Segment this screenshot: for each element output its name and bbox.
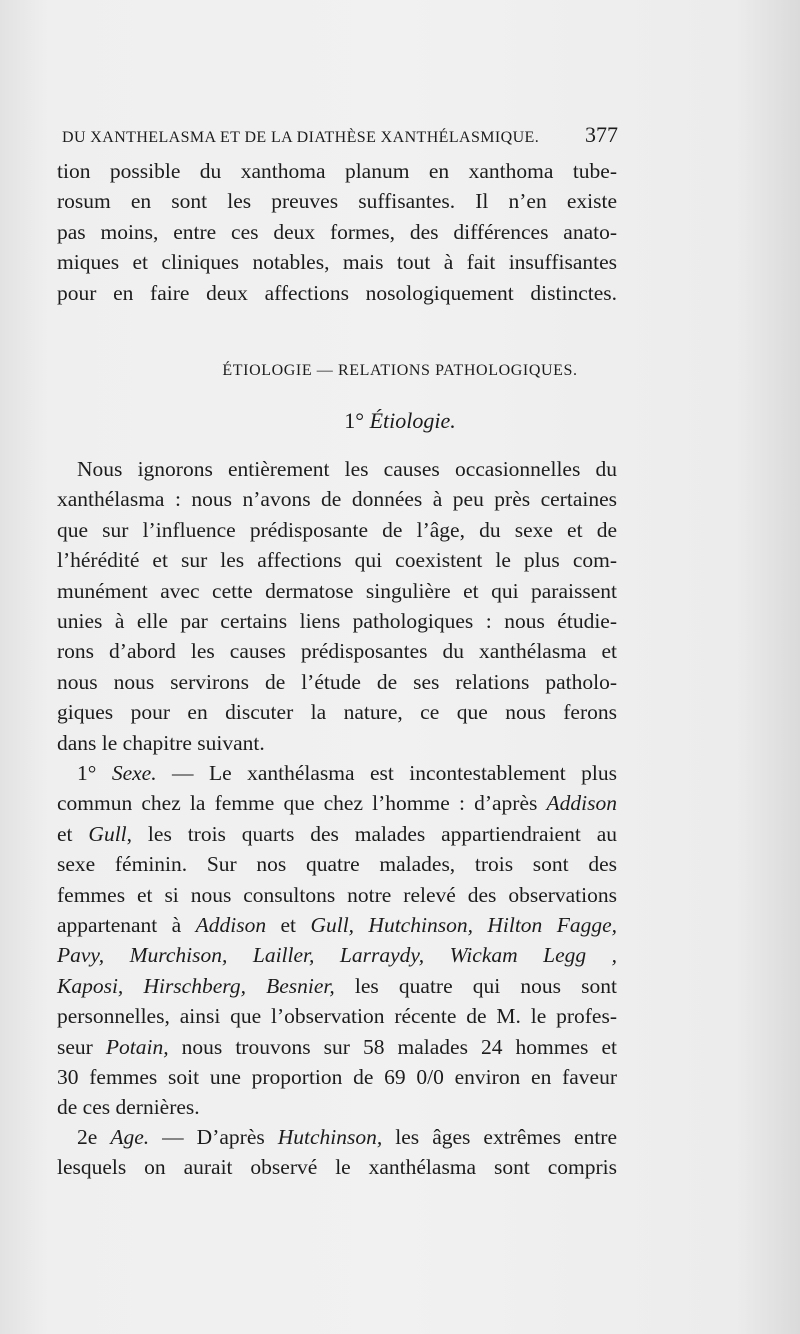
text-line: xanthélasma : nous n’avons de données à peu près certaines: [57, 487, 617, 512]
text-run: — D’après: [149, 1125, 278, 1149]
paragraph-3: [57, 758, 617, 1123]
text-line: [57, 971, 617, 1001]
text-line: giques pour en discuter la nature, ce que nous ferons: [57, 700, 617, 725]
subsection-name: Étiologie.: [369, 408, 456, 433]
text-run: nous trouvons sur 58 malades 24 hommes et: [168, 1034, 617, 1059]
running-title: DU XANTHELASMA ET DE LA DIATHÈSE XANTHÉLASMIQUE.: [62, 129, 540, 146]
text-line: femmes et si nous consultons notre relevé des observations: [57, 882, 617, 907]
text-line: unies à elle par certains liens pathologiques : nous étudie-: [57, 608, 617, 633]
author-name: Addison: [195, 912, 267, 937]
text-line: dans le chapitre suivant.: [57, 730, 265, 755]
text-line: [57, 1122, 617, 1152]
text-line: pas moins, entre ces deux formes, des différences anato-: [57, 219, 617, 244]
text-run: seur: [57, 1034, 106, 1059]
paragraph-1: [57, 156, 617, 308]
text-line: [57, 1032, 617, 1062]
author-name: Addison: [546, 791, 617, 816]
text-run: les quatre qui nous sont: [334, 973, 617, 998]
author-name: Gull: [88, 821, 127, 846]
author-names: Pavy, Murchison, Lailler, Larraydy, Wickam Legg ,: [57, 943, 617, 968]
text-line: pour en faire deux affections nosologiquement distinctes.: [57, 280, 617, 305]
text-run: commun chez la femme que chez l’homme : d’après: [57, 791, 547, 816]
text-line: personnelles, ainsi que l’observation récente de M. le profes-: [57, 1004, 617, 1029]
page-number: 377: [585, 122, 618, 147]
text-line: rons d’abord les causes prédisposantes du xanthélasma et: [57, 639, 617, 664]
text-line: lesquels on aurait observé le xanthélasma sont compris: [57, 1155, 617, 1180]
text-run: et: [57, 821, 89, 846]
text-run: les âges extrêmes entre: [382, 1125, 617, 1149]
item-heading: Age.: [110, 1125, 150, 1149]
item-number: 2e: [77, 1125, 98, 1149]
text-line: que sur l’influence prédisposante de l’âge, du sexe et de: [57, 517, 617, 542]
text-run: et: [266, 912, 311, 937]
text-line: rosum en sont les preuves suffisantes. Il n’en existe: [57, 189, 617, 214]
text-line: de ces dernières.: [57, 1095, 200, 1120]
text-line: munément avec cette dermatose singulière et qui paraissent: [57, 578, 617, 603]
running-header: [62, 122, 618, 148]
text-line: l’hérédité et sur les affections qui coexistent le plus com-: [57, 548, 617, 573]
text-line: [57, 819, 617, 849]
paragraph-2: [57, 454, 617, 758]
item-number: 1°: [77, 761, 97, 785]
text-line: [57, 758, 617, 788]
text-run: appartenant à: [57, 912, 196, 937]
author-names: Kaposi, Hirschberg, Besnier,: [57, 973, 335, 998]
text-run: , les trois quarts des malades appartiendraient au: [126, 821, 617, 846]
subsection-number: 1°: [344, 408, 365, 433]
text-run: — Le xanthélasma est incontestablement plus: [156, 761, 618, 785]
author-name: Hutchinson,: [277, 1125, 383, 1149]
text-line: Nous ignorons entièrement les causes occasionnelles du: [77, 457, 617, 481]
text-line: nous nous servirons de l’étude de ses relations patholo-: [57, 669, 617, 694]
text-line: sexe féminin. Sur nos quatre malades, trois sont des: [57, 852, 617, 877]
text-line: [57, 910, 617, 940]
text-line: [57, 940, 617, 970]
text-line: 30 femmes soit une proportion de 69 0/0 environ en faveur: [57, 1064, 617, 1089]
item-heading: Sexe.: [111, 761, 157, 785]
section-title: ÉTIOLOGIE — RELATIONS PATHOLOGIQUES.: [222, 362, 578, 379]
text-line: tion possible du xanthoma planum en xanthoma tube-: [57, 159, 617, 183]
subsection-title: [0, 408, 800, 434]
author-names: Gull, Hutchinson, Hilton Fagge,: [310, 912, 617, 937]
text-line: miques et cliniques notables, mais tout à fait insuffisantes: [57, 250, 617, 275]
paragraph-4: [57, 1122, 617, 1183]
author-name: Potain,: [105, 1034, 169, 1059]
text-line: [57, 788, 617, 818]
